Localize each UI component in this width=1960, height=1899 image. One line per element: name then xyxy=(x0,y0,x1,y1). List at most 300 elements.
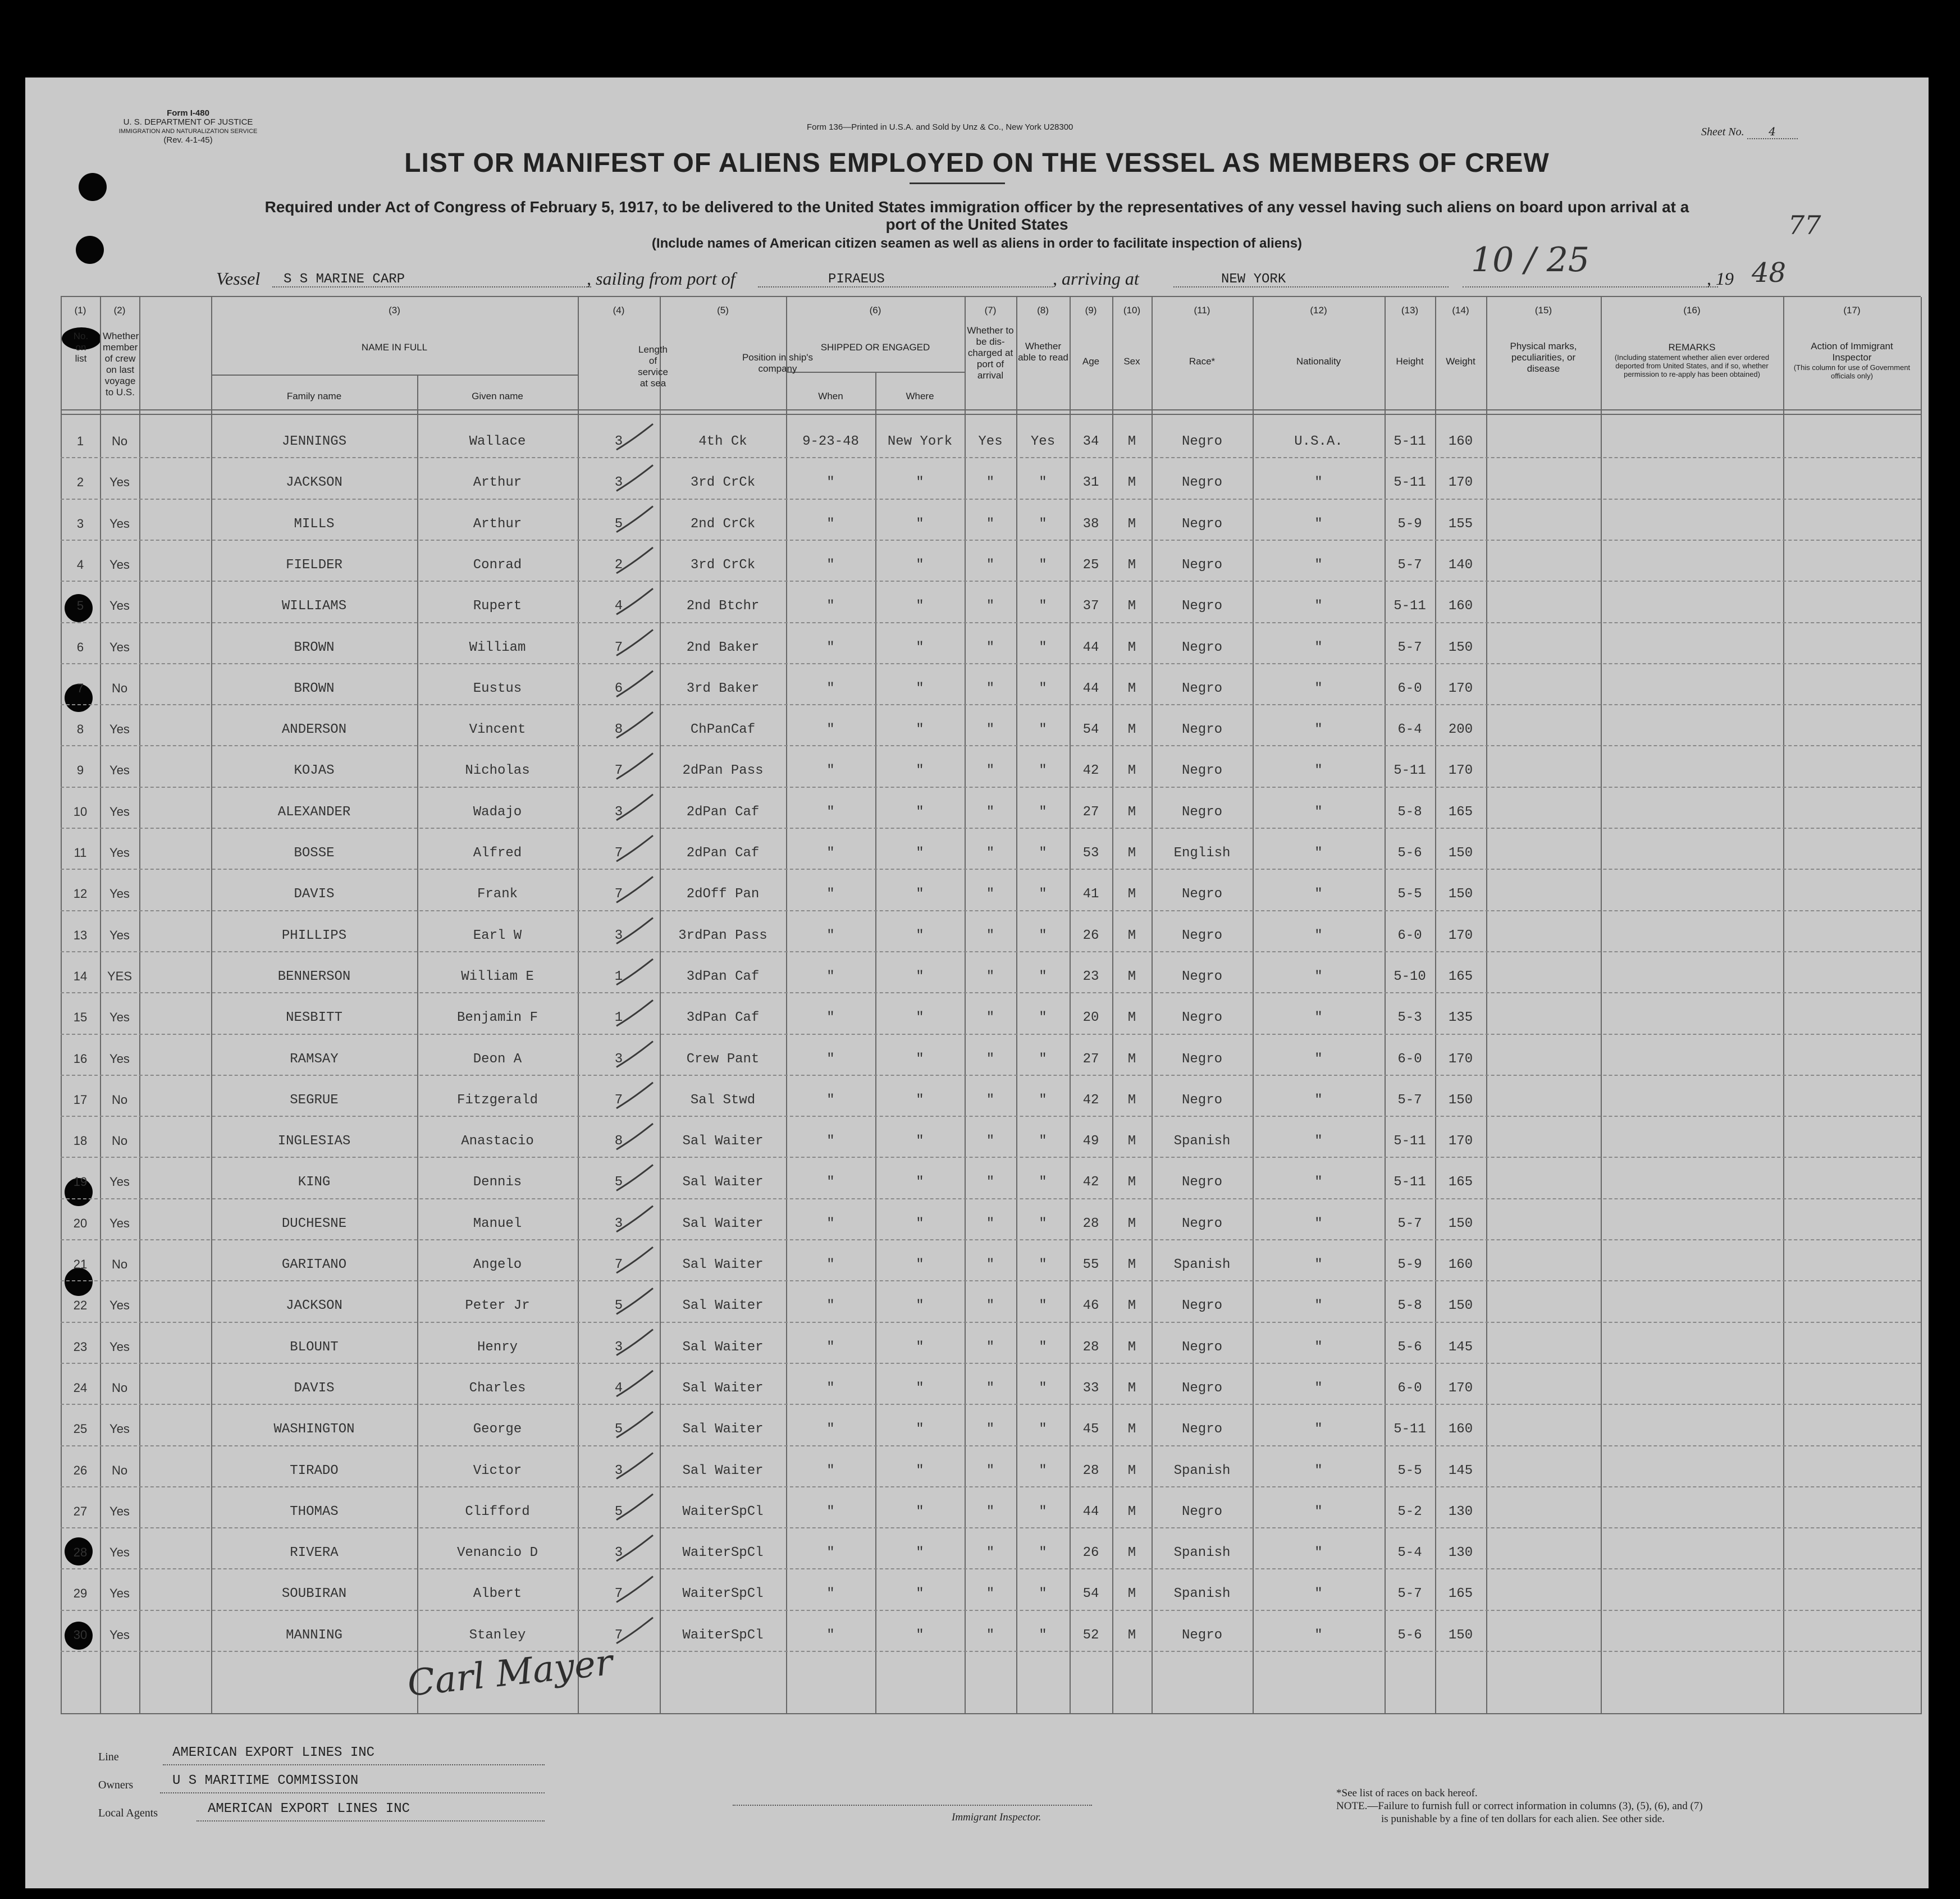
family-name-cell: TIRADO xyxy=(290,1463,339,1478)
port-from-line xyxy=(758,286,1053,287)
sex-cell: M xyxy=(1127,1010,1136,1026)
discharged-cell: " xyxy=(986,475,995,491)
able-to-read-cell: " xyxy=(1039,1257,1047,1272)
weight-cell: 165 xyxy=(1448,969,1473,984)
nationality-cell: " xyxy=(1314,516,1323,532)
able-to-read-cell: " xyxy=(1039,475,1047,491)
signature: Carl Mayer xyxy=(405,1642,615,1705)
position-cell: 2nd CrCk xyxy=(690,516,756,532)
owners-underline xyxy=(160,1792,545,1793)
service-years-cell: 5 xyxy=(614,1298,623,1314)
note-line-1: NOTE.—Failure to furnish full or correct information in columns (3), (5), (6), and (7) xyxy=(1336,1800,1703,1812)
discharged-cell: " xyxy=(986,969,995,984)
sheet-number-field xyxy=(1701,125,1798,139)
page-title: LIST OR MANIFEST OF ALIENS EMPLOYED ON THE VESSEL AS MEMBERS OF CREW xyxy=(404,148,1550,178)
race-cell: Negro xyxy=(1181,1051,1222,1067)
nationality-cell: U.S.A. xyxy=(1294,434,1343,449)
subtitle-3: (Include names of American citizen seamen as well as aliens in order to facilitate inspection of aliens) xyxy=(651,236,1303,251)
col-head-member: Whether member of crew on last voyage to U.S. xyxy=(103,331,139,398)
sex-cell: M xyxy=(1127,887,1136,902)
shipped-when-cell: " xyxy=(826,846,835,861)
race-cell: Spanish xyxy=(1173,1134,1231,1149)
nationality-cell: " xyxy=(1314,1586,1323,1602)
col-number: (10) xyxy=(1123,305,1141,316)
tally-mark xyxy=(616,1535,653,1561)
height-cell: 5-6 xyxy=(1397,846,1422,861)
position-cell: WaiterSpCl xyxy=(682,1545,764,1561)
shipped-when-cell: " xyxy=(826,1380,835,1396)
tally-mark xyxy=(616,547,653,573)
shipped-where-cell: " xyxy=(916,599,924,614)
row-number: 6 xyxy=(76,640,84,654)
family-name-cell: DAVIS xyxy=(294,887,335,902)
line-value: AMERICAN EXPORT LINES INC xyxy=(172,1745,375,1760)
discharged-cell: " xyxy=(986,846,995,861)
row-number: 14 xyxy=(73,969,88,983)
nationality-cell: " xyxy=(1314,1339,1323,1355)
weight-cell: 155 xyxy=(1448,516,1473,532)
weight-cell: 150 xyxy=(1448,640,1473,655)
height-cell: 5-7 xyxy=(1397,1586,1422,1602)
shipped-when-cell: " xyxy=(826,1463,835,1478)
family-name-cell: MILLS xyxy=(294,516,335,532)
sex-cell: M xyxy=(1127,1216,1136,1231)
service-years-cell: 1 xyxy=(614,1010,623,1026)
race-cell: Negro xyxy=(1181,557,1222,573)
tally-mark xyxy=(616,1083,653,1108)
given-name-cell: Clifford xyxy=(465,1504,530,1519)
family-name-cell: BROWN xyxy=(294,640,335,655)
date-line xyxy=(1463,286,1718,287)
nationality-cell: " xyxy=(1314,1257,1323,1272)
weight-cell: 130 xyxy=(1448,1545,1473,1561)
service-years-cell: 7 xyxy=(614,1257,623,1272)
weight-cell: 160 xyxy=(1448,1422,1473,1437)
race-cell: Negro xyxy=(1181,722,1222,738)
race-cell: Spanish xyxy=(1173,1545,1231,1561)
service-years-cell: 5 xyxy=(614,516,623,532)
race-cell: Negro xyxy=(1181,1298,1222,1314)
subtitle-2: port of the United States xyxy=(885,216,1068,233)
service-years-cell: 3 xyxy=(614,1545,623,1561)
inspector-label: Immigrant Inspector. xyxy=(952,1811,1041,1823)
able-to-read-cell: " xyxy=(1039,681,1047,696)
position-cell: Sal Waiter xyxy=(682,1134,764,1149)
col-number: (2) xyxy=(113,305,126,316)
row-number: 24 xyxy=(73,1380,88,1395)
nationality-cell: " xyxy=(1314,1504,1323,1519)
discharged-cell: " xyxy=(986,1463,995,1478)
position-cell: 2nd Btchr xyxy=(686,599,760,614)
sex-cell: M xyxy=(1127,1298,1136,1314)
given-name-cell: Arthur xyxy=(473,516,522,532)
row-number: 23 xyxy=(73,1339,88,1354)
row-number: 4 xyxy=(76,557,84,572)
shipped-where-cell: " xyxy=(916,1175,924,1190)
shipped-when-cell: " xyxy=(826,1298,835,1314)
tally-mark xyxy=(616,506,653,532)
age-cell: 44 xyxy=(1082,1504,1099,1519)
position-cell: Sal Waiter xyxy=(682,1422,764,1437)
sex-cell: M xyxy=(1127,681,1136,696)
vessel-name: S S MARINE CARP xyxy=(284,272,405,287)
service-years-cell: 5 xyxy=(614,1422,623,1437)
col-number: (7) xyxy=(984,305,997,316)
col-number: (9) xyxy=(1085,305,1097,316)
discharged-cell: " xyxy=(986,1175,995,1190)
able-to-read-cell: " xyxy=(1039,969,1047,984)
weight-cell: 200 xyxy=(1448,722,1473,738)
given-name-cell: Vincent xyxy=(469,722,526,738)
given-name-cell: Venancio D xyxy=(456,1545,538,1561)
family-name-cell: PHILLIPS xyxy=(281,928,347,943)
service-years-cell: 4 xyxy=(614,599,623,614)
position-cell: Sal Waiter xyxy=(682,1339,764,1355)
nationality-cell: " xyxy=(1314,1092,1323,1108)
family-name-cell: DUCHESNE xyxy=(281,1216,347,1231)
row-number: 22 xyxy=(73,1298,88,1313)
able-to-read-cell: " xyxy=(1039,1545,1047,1561)
discharged-cell: " xyxy=(986,1339,995,1355)
department: U. S. DEPARTMENT OF JUSTICE xyxy=(123,117,253,127)
row-number: 12 xyxy=(73,887,88,901)
nationality-cell: " xyxy=(1314,722,1323,738)
race-cell: Negro xyxy=(1181,1422,1222,1437)
subtitle-1: Required under Act of Congress of February 5, 1917, to be delivered to the United States immigration officer by the representatives of any vessel having such aliens on board upon arrival at a xyxy=(264,198,1689,216)
nationality-cell: " xyxy=(1314,1422,1323,1437)
col-number: (13) xyxy=(1401,305,1419,316)
port-from: PIRAEUS xyxy=(828,272,885,287)
nationality-cell: " xyxy=(1314,681,1323,696)
shipped-where-cell: " xyxy=(916,1339,924,1355)
able-to-read-cell: " xyxy=(1039,928,1047,943)
col-head-age: Age xyxy=(1082,356,1100,367)
shipped-where-cell: " xyxy=(916,1257,924,1272)
last-voyage-cell: Yes xyxy=(109,928,130,942)
sex-cell: M xyxy=(1127,928,1136,943)
sex-cell: M xyxy=(1127,640,1136,655)
race-cell: Negro xyxy=(1181,599,1222,614)
age-cell: 45 xyxy=(1082,1422,1099,1437)
sex-cell: M xyxy=(1127,846,1136,861)
age-cell: 28 xyxy=(1082,1339,1099,1355)
shipped-where-cell: " xyxy=(916,887,924,902)
nationality-cell: " xyxy=(1314,599,1323,614)
discharged-cell: " xyxy=(986,804,995,820)
height-cell: 5-6 xyxy=(1397,1339,1422,1355)
height-cell: 5-11 xyxy=(1394,1134,1426,1149)
agents-underline xyxy=(197,1820,545,1822)
able-to-read-cell: " xyxy=(1039,1339,1047,1355)
nationality-cell: " xyxy=(1314,1463,1323,1478)
shipped-when-cell: " xyxy=(826,640,835,655)
given-name-cell: Fitzgerald xyxy=(456,1092,538,1108)
family-name-cell: SEGRUE xyxy=(290,1092,339,1108)
nationality-cell: " xyxy=(1314,846,1323,861)
last-voyage-cell: Yes xyxy=(109,1010,130,1025)
last-voyage-cell: No xyxy=(111,1463,128,1477)
shipped-where-cell: " xyxy=(916,1051,924,1067)
row-number: 10 xyxy=(73,804,88,819)
family-name-cell: BLOUNT xyxy=(290,1339,339,1355)
shipped-where-cell: " xyxy=(916,722,924,738)
age-cell: 49 xyxy=(1082,1134,1099,1149)
given-name-cell: Nicholas xyxy=(465,763,530,779)
shipped-where-cell: " xyxy=(916,1298,924,1314)
line-underline xyxy=(163,1764,545,1765)
age-cell: 25 xyxy=(1082,557,1099,573)
height-cell: 5-6 xyxy=(1397,1627,1422,1643)
last-voyage-cell: Yes xyxy=(109,1216,130,1230)
service-years-cell: 5 xyxy=(614,1175,623,1190)
race-cell: Negro xyxy=(1181,928,1222,943)
last-voyage-cell: Yes xyxy=(109,475,130,490)
position-cell: 2nd Baker xyxy=(686,640,760,655)
discharged-cell: " xyxy=(986,516,995,532)
tally-mark xyxy=(616,1576,653,1602)
form-number: Form I-480 xyxy=(167,108,209,118)
shipped-when-cell: " xyxy=(826,804,835,820)
col-number: (14) xyxy=(1452,305,1469,316)
race-cell: Negro xyxy=(1181,969,1222,984)
note-races: *See list of races on back hereof. xyxy=(1336,1787,1478,1799)
revision: (Rev. 4-1-45) xyxy=(163,135,213,145)
weight-cell: 160 xyxy=(1448,1257,1473,1272)
shipped-where-cell: " xyxy=(916,1627,924,1643)
sex-cell: M xyxy=(1127,1051,1136,1067)
owners-value: U S MARITIME COMMISSION xyxy=(172,1773,359,1788)
nationality-cell: " xyxy=(1314,887,1323,902)
height-cell: 6-0 xyxy=(1397,928,1422,943)
given-name-cell: Charles xyxy=(469,1380,526,1396)
last-voyage-cell: No xyxy=(111,1257,128,1271)
shipped-where-cell: " xyxy=(916,1463,924,1478)
given-name-cell: Angelo xyxy=(473,1257,522,1272)
manifest-sheet xyxy=(25,77,1929,1888)
col-head-race: Race* xyxy=(1189,356,1216,367)
race-cell: Negro xyxy=(1181,434,1222,449)
able-to-read-cell: " xyxy=(1039,804,1047,820)
shipped-where-cell: " xyxy=(916,1092,924,1108)
family-name-cell: MANNING xyxy=(286,1627,342,1643)
tally-mark xyxy=(616,671,653,697)
race-cell: Negro xyxy=(1181,1216,1222,1231)
nationality-cell: " xyxy=(1314,475,1323,491)
height-cell: 5-9 xyxy=(1397,516,1422,532)
service-years-cell: 3 xyxy=(614,434,623,449)
height-cell: 5-8 xyxy=(1397,1298,1422,1314)
family-name-cell: JENNINGS xyxy=(281,434,347,449)
nationality-cell: " xyxy=(1314,557,1323,573)
shipped-when-cell: " xyxy=(826,1216,835,1231)
row-number: 19 xyxy=(73,1175,88,1189)
given-name-cell: Peter Jr xyxy=(465,1298,530,1314)
tally-mark xyxy=(616,1453,653,1479)
row-number: 29 xyxy=(73,1586,88,1601)
tally-mark xyxy=(616,712,653,738)
tally-mark xyxy=(616,1371,653,1396)
port-to: NEW YORK xyxy=(1221,272,1286,287)
row-number: 25 xyxy=(73,1422,88,1436)
discharged-cell: " xyxy=(986,1010,995,1026)
tally-mark xyxy=(616,1618,653,1644)
printer-line: Form 136—Printed in U.S.A. and Sold by Unz & Co., New York U28300 xyxy=(807,122,1073,132)
col-number: (15) xyxy=(1534,305,1552,316)
given-name-cell: George xyxy=(473,1422,522,1437)
race-cell: Negro xyxy=(1181,1010,1222,1026)
able-to-read-cell: " xyxy=(1039,516,1047,532)
shipped-when-cell: " xyxy=(826,1134,835,1149)
discharged-cell: " xyxy=(986,599,995,614)
row-number: 15 xyxy=(73,1010,88,1025)
family-name-cell: JACKSON xyxy=(286,1298,342,1314)
discharged-cell: " xyxy=(986,681,995,696)
able-to-read-cell: " xyxy=(1039,1463,1047,1478)
crew-table xyxy=(61,296,1921,1714)
tally-mark xyxy=(616,1206,653,1232)
col-head-shipped: SHIPPED OR ENGAGED xyxy=(820,342,930,353)
agents-label: Local Agents xyxy=(98,1807,158,1819)
service-years-cell: 7 xyxy=(614,1586,623,1602)
weight-cell: 145 xyxy=(1448,1339,1473,1355)
shipped-where-cell: " xyxy=(916,804,924,820)
col-number: (6) xyxy=(869,305,881,316)
shipped-when-cell: " xyxy=(826,599,835,614)
sex-cell: M xyxy=(1127,557,1136,573)
able-to-read-cell: " xyxy=(1039,763,1047,779)
discharged-cell: " xyxy=(986,1298,995,1314)
shipped-when-cell: " xyxy=(826,1092,835,1108)
race-cell: Spanish xyxy=(1173,1257,1231,1272)
row-number: 3 xyxy=(76,516,84,531)
shipped-when-cell: " xyxy=(826,1051,835,1067)
col-head-where: Where xyxy=(906,391,934,401)
position-cell: WaiterSpCl xyxy=(682,1504,764,1519)
weight-cell: 170 xyxy=(1448,763,1473,779)
last-voyage-cell: Yes xyxy=(109,557,130,572)
given-name-cell: Conrad xyxy=(473,557,522,573)
shipped-where-cell: " xyxy=(916,475,924,491)
row-number: 18 xyxy=(73,1134,88,1148)
col-number: (1) xyxy=(74,305,86,316)
age-cell: 28 xyxy=(1082,1216,1099,1231)
nationality-cell: " xyxy=(1314,1134,1323,1149)
discharged-cell: " xyxy=(986,1216,995,1231)
able-to-read-cell: " xyxy=(1039,1092,1047,1108)
form-info xyxy=(109,109,267,145)
age-cell: 31 xyxy=(1082,475,1099,491)
weight-cell: 150 xyxy=(1448,1627,1473,1643)
col-number: (12) xyxy=(1310,305,1327,316)
sex-cell: M xyxy=(1127,1627,1136,1643)
age-cell: 33 xyxy=(1082,1380,1099,1396)
age-cell: 41 xyxy=(1082,887,1099,902)
last-voyage-cell: Yes xyxy=(109,804,130,819)
height-cell: 5-11 xyxy=(1394,434,1426,449)
family-name-cell: JACKSON xyxy=(286,475,342,491)
weight-cell: 150 xyxy=(1448,1092,1473,1108)
service-years-cell: 1 xyxy=(614,969,623,984)
tally-mark xyxy=(616,1042,653,1067)
height-cell: 5-11 xyxy=(1394,599,1426,614)
row-number: 28 xyxy=(73,1545,88,1560)
family-name-cell: GARITANO xyxy=(281,1257,347,1272)
height-cell: 5-5 xyxy=(1397,887,1422,902)
discharged-cell: " xyxy=(986,1092,995,1108)
position-cell: WaiterSpCl xyxy=(682,1586,764,1602)
height-cell: 5-2 xyxy=(1397,1504,1422,1519)
family-name-cell: WASHINGTON xyxy=(273,1422,355,1437)
nationality-cell: " xyxy=(1314,763,1323,779)
age-cell: 20 xyxy=(1082,1010,1099,1026)
col-head-sex: Sex xyxy=(1123,356,1140,367)
sex-cell: M xyxy=(1127,969,1136,984)
sex-cell: M xyxy=(1127,763,1136,779)
shipped-when-cell: " xyxy=(826,1586,835,1602)
given-name-cell: Wallace xyxy=(469,434,526,449)
position-cell: 3rd Baker xyxy=(686,681,760,696)
position-cell: 3rdPan Pass xyxy=(678,928,767,943)
last-voyage-cell: Yes xyxy=(109,722,130,737)
discharged-cell: " xyxy=(986,763,995,779)
able-to-read-cell: " xyxy=(1039,1380,1047,1396)
discharged-cell: " xyxy=(986,1627,995,1643)
weight-cell: 170 xyxy=(1448,475,1473,491)
row-number: 21 xyxy=(73,1257,88,1271)
service-years-cell: 3 xyxy=(614,804,623,820)
tally-mark xyxy=(616,1165,653,1190)
able-to-read-cell: Yes xyxy=(1030,434,1056,449)
shipped-when-cell: 9-23-48 xyxy=(802,434,859,449)
family-name-cell: BOSSE xyxy=(294,846,335,861)
position-cell: WaiterSpCl xyxy=(682,1627,764,1643)
row-number: 17 xyxy=(73,1092,88,1107)
shipped-where-cell: " xyxy=(916,928,924,943)
given-name-cell: Stanley xyxy=(469,1627,526,1643)
port-to-line xyxy=(1173,286,1449,287)
year-label: , 19 xyxy=(1707,268,1734,289)
sex-cell: M xyxy=(1127,1134,1136,1149)
shipped-where-cell: " xyxy=(916,516,924,532)
shipped-where-cell: " xyxy=(916,1545,924,1561)
able-to-read-cell: " xyxy=(1039,722,1047,738)
sex-cell: M xyxy=(1127,516,1136,532)
given-name-cell: Deon A xyxy=(473,1051,522,1067)
race-cell: Negro xyxy=(1181,1380,1222,1396)
shipped-when-cell: " xyxy=(826,722,835,738)
family-name-cell: RIVERA xyxy=(290,1545,339,1561)
age-cell: 38 xyxy=(1082,516,1099,532)
height-cell: 5-4 xyxy=(1397,1545,1422,1561)
age-cell: 44 xyxy=(1082,640,1099,655)
nationality-cell: " xyxy=(1314,1175,1323,1190)
age-cell: 27 xyxy=(1082,1051,1099,1067)
tally-mark xyxy=(616,1330,653,1355)
last-voyage-cell: Yes xyxy=(109,1627,130,1642)
weight-cell: 160 xyxy=(1448,434,1473,449)
given-name-cell: Frank xyxy=(477,887,518,902)
tally-mark xyxy=(616,1124,653,1149)
note-line-2: is punishable by a fine of ten dollars for each alien. See other side. xyxy=(1381,1813,1665,1825)
last-voyage-cell: Yes xyxy=(109,846,130,860)
race-cell: Negro xyxy=(1181,1339,1222,1355)
discharged-cell: " xyxy=(986,1545,995,1561)
service: IMMIGRATION AND NATURALIZATION SERVICE xyxy=(118,128,258,135)
discharged-cell: " xyxy=(986,722,995,738)
tally-mark xyxy=(616,959,653,985)
row-number: 30 xyxy=(73,1627,88,1642)
tally-mark xyxy=(616,1000,653,1026)
